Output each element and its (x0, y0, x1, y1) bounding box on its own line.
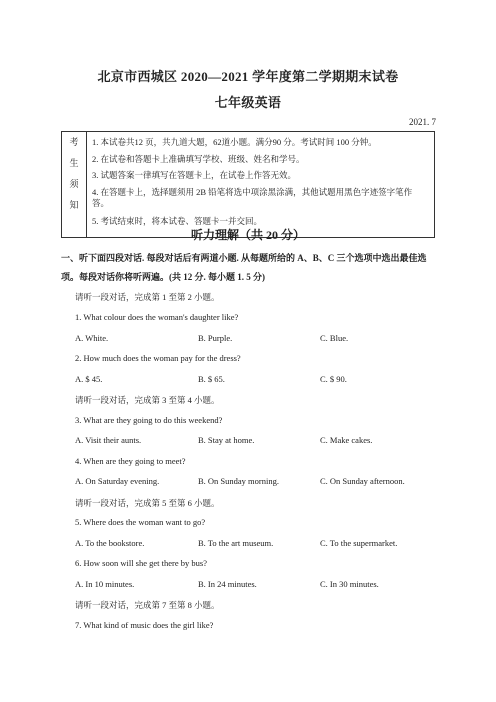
option-b: B. In 24 minutes. (198, 579, 257, 589)
question-text: 5. Where does the woman want to go? (75, 517, 206, 527)
dialog-note: 请听一段对话，完成第 7 至第 8 小题。 (75, 600, 220, 610)
option-a: A. On Saturday evening. (75, 476, 160, 486)
exam-date: 2021. 7 (409, 117, 436, 127)
option-a: A. $ 45. (75, 374, 103, 384)
exam-title: 北京市西城区 2020—2021 学年度第二学期期末试卷 (97, 69, 399, 84)
question-text: 7. What kind of music does the girl like? (75, 620, 214, 630)
option-c: C. To the supermarket. (320, 538, 398, 548)
option-b: B. Stay at home. (198, 435, 255, 445)
option-b: B. Purple. (198, 333, 233, 343)
question-text: 4. When are they going to meet? (75, 456, 186, 466)
option-b: B. $ 65. (198, 374, 225, 384)
option-b: B. On Sunday morning. (198, 476, 279, 486)
dialog-note: 请听一段对话，完成第 3 至第 4 小题。 (75, 395, 220, 405)
question-text: 6. How soon will she get there by bus? (75, 558, 207, 568)
notice-side-label (62, 132, 87, 238)
notice-items (87, 132, 435, 238)
notice-table (61, 131, 435, 238)
option-a: A. To the bookstore. (75, 538, 145, 548)
side-char: 知 (69, 200, 79, 210)
notice-item: 3. 试题答案一律填写在答题卡上，在试卷上作答无效。 (92, 170, 297, 180)
option-c: C. In 30 minutes. (320, 579, 379, 589)
notice-item: 4. 在答题卡上，选择题须用 2B 铅笔将选中项涂黑涂满，其他试题用黑色字迹签字笔作答。 (92, 186, 413, 208)
dialog-note: 请听一段对话，完成第 5 至第 6 小题。 (75, 498, 220, 508)
dialog-note: 请听一段对话，完成第 1 至第 2 小题。 (75, 292, 220, 302)
side-char: 生 (69, 158, 79, 168)
notice-item: 2. 在试卷和答题卡上准确填写学校、班级、姓名和学号。 (92, 153, 305, 164)
section-title: 听力理解（共 20 分） (190, 228, 305, 242)
notice-item: 1. 本试卷共12 页，共九道大题，62道小题。满分90 分。考试时间 100 分钟。 (92, 137, 377, 147)
option-b: B. To the art museum. (198, 538, 274, 548)
question-text: 2. How much does the woman pay for the dress? (75, 353, 241, 363)
notice-item: 5. 考试结束时，将本试卷、答题卡一并交回。 (92, 215, 263, 226)
option-c: C. On Sunday afternoon. (320, 476, 405, 486)
side-char: 考 (69, 137, 79, 147)
exam-subtitle: 七年级英语 (214, 95, 282, 110)
option-c: C. Make cakes. (320, 435, 373, 445)
question-text: 3. What are they going to do this weekend? (75, 415, 223, 425)
option-a: A. In 10 minutes. (75, 579, 135, 589)
option-c: C. Blue. (320, 333, 349, 343)
question-text: 1. What colour does the woman's daughter like? (75, 312, 239, 322)
section-instruction: 一、听下面四段对话. 每段对话后有两道小题. 从每题所给的 A、B、C 三个选项中选出最佳选项。每段对话你将听两遍。(共 12 分. 每小题 1. 5 分) (61, 253, 427, 282)
option-a: A. Visit their aunts. (75, 435, 142, 445)
option-c: C. $ 90. (320, 374, 347, 384)
option-a: A. White. (75, 333, 109, 343)
side-char: 须 (69, 179, 79, 189)
